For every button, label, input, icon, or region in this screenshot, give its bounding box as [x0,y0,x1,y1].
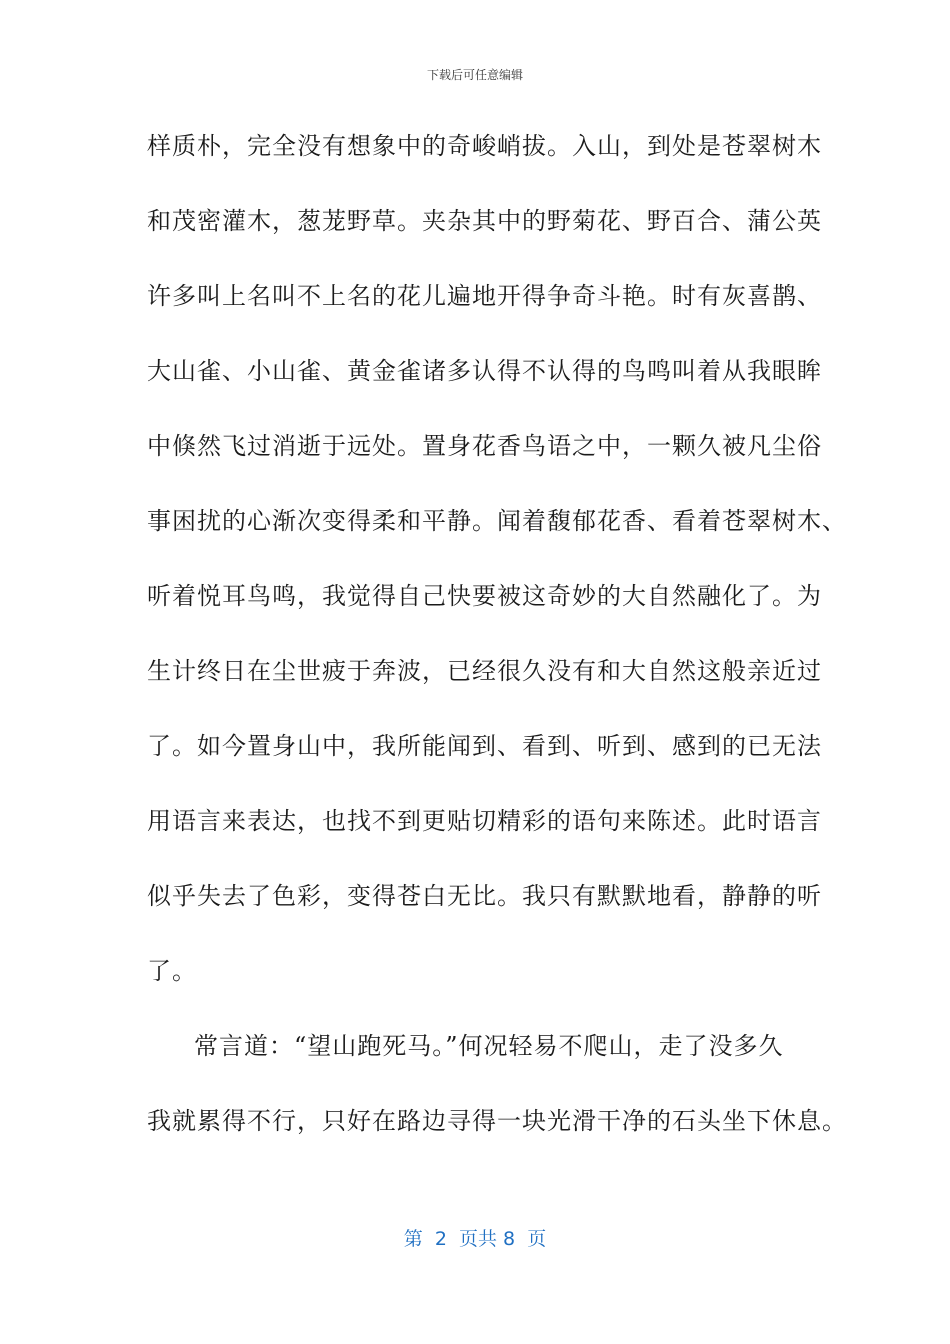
text-line: 似乎失去了色彩，变得苍白无比。我只有默默地看，静静的听 [147,882,822,910]
text-line: 听着悦耳鸟鸣，我觉得自己快要被这奇妙的大自然融化了。为 [147,582,822,610]
text-line: 事困扰的心渐次变得柔和平静。闻着馥郁花香、看着苍翠树木、 [147,507,847,535]
text-line: 许多叫上名叫不上名的花儿遍地开得争奇斗艳。时有灰喜鹊、 [147,282,822,310]
page-header: 下载后可任意编辑 [426,68,523,82]
text-line: 了。 [147,957,197,985]
text-line: 我就累得不行，只好在路边寻得一块光滑干净的石头坐下休息。 [147,1107,847,1135]
page-number-footer: 第 2 页共 8 页 [403,1228,547,1250]
text-line: 大山雀、小山雀、黄金雀诸多认得不认得的鸟鸣叫着从我眼眸 [147,357,822,385]
paragraph-start-line: 常言道：“望山跑死马。”何况轻易不爬山，走了没多久 [194,1032,784,1060]
text-line: 和茂密灌木，葱茏野草。夹杂其中的野菊花、野百合、蒲公英 [147,207,822,235]
text-line: 中倏然飞过消逝于远处。置身花香鸟语之中，一颗久被凡尘俗 [147,432,822,460]
text-line: 生计终日在尘世疲于奔波，已经很久没有和大自然这般亲近过 [147,657,822,685]
text-line: 样质朴，完全没有想象中的奇峻峭拔。入山，到处是苍翠树木 [147,132,822,160]
text-line: 用语言来表达，也找不到更贴切精彩的语句来陈述。此时语言 [147,807,822,835]
text-line: 了。如今置身山中，我所能闻到、看到、听到、感到的已无法 [147,732,822,760]
document-body [147,118,847,1168]
